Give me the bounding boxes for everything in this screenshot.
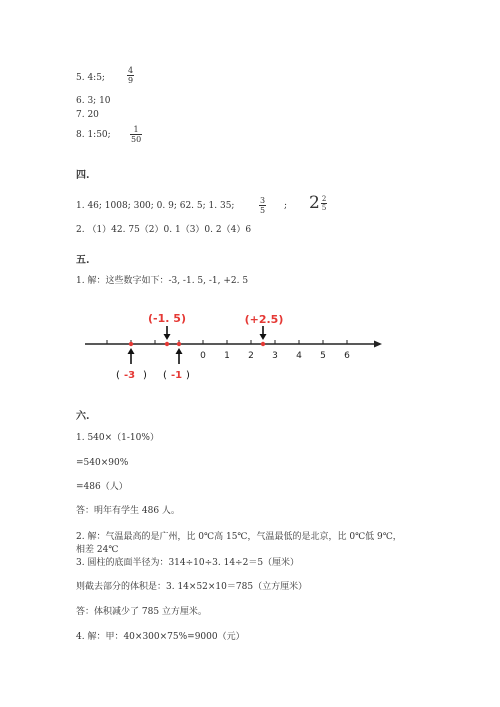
fraction-numerator: 4 xyxy=(128,66,134,75)
section-5-heading: 五. xyxy=(76,255,90,266)
arrowhead-up-neg1 xyxy=(176,348,183,354)
section-6-line-2: =540×90% xyxy=(76,458,129,468)
tick-label: 6 xyxy=(344,351,350,361)
label-neg1-5: (-1. 5) xyxy=(148,312,186,325)
answer-7: 7. 20 xyxy=(76,110,99,120)
label-neg3-close: ) xyxy=(143,370,147,381)
label-neg1-open: ( xyxy=(163,370,167,381)
tick-label: 3 xyxy=(272,351,278,361)
point-neg1-5 xyxy=(165,342,169,346)
answer-5-text: 5. 4:5; xyxy=(76,73,105,83)
point-neg1 xyxy=(177,342,181,346)
label-neg3-open: ( xyxy=(116,370,120,381)
section-4-q1: 1. 46; 1008; 300; 0. 9; 62. 5; 1. 35; xyxy=(76,201,235,211)
section-6-line-5: 2. 解：气温最高的是广州，比 0℃高 15℃，气温最低的是北京，比 0℃低 9℃， xyxy=(76,532,402,542)
fraction-numerator: 1 xyxy=(133,125,139,134)
answer-6: 6. 3; 10 xyxy=(76,96,111,106)
label-neg3-value: -3 xyxy=(124,370,136,381)
mixed-whole: 2 xyxy=(309,193,320,213)
answer-8 xyxy=(76,130,111,141)
section-6-line-4: 答：明年有学生 486 人。 xyxy=(76,506,180,516)
section-4-q2: 2. （1）42. 75（2）0. 1（3）0. 2（4）6 xyxy=(76,225,252,235)
answer-8-fraction xyxy=(130,125,142,144)
label-neg1-value: -1 xyxy=(171,370,183,381)
mixed-fraction xyxy=(321,195,327,212)
fraction-numerator: 3 xyxy=(260,196,266,205)
section-4-heading: 四. xyxy=(76,170,90,181)
arrowhead-up-neg3 xyxy=(128,348,135,354)
label-neg1-close: ) xyxy=(186,370,190,381)
answer-5 xyxy=(76,73,105,84)
answer-5-fraction xyxy=(127,66,134,85)
label-pos2-5: (+2.5) xyxy=(244,313,284,326)
section-4-q1-fraction xyxy=(259,196,266,215)
section-4-q1-separator: ; xyxy=(284,201,288,211)
arrowhead-down-pos2-5 xyxy=(260,334,267,340)
tick-label: 5 xyxy=(320,351,326,361)
fraction-denominator: 5 xyxy=(260,206,266,215)
tick-label: 4 xyxy=(296,351,302,361)
section-5-q1: 1. 解：这些数字如下：-3, -1. 5, -1, +2. 5 xyxy=(76,276,249,286)
fraction-numerator: 2 xyxy=(321,195,327,203)
section-4-q1-mixed-number xyxy=(309,195,327,212)
number-line-arrowhead xyxy=(374,341,382,348)
section-6-line-3: =486（人） xyxy=(76,482,128,492)
tick-label: 0 xyxy=(200,351,206,361)
point-neg3 xyxy=(129,342,133,346)
section-6-line-9: 答：体积减少了 785 立方厘米。 xyxy=(76,607,207,617)
point-pos2-5 xyxy=(261,342,265,346)
arrowhead-down-neg1-5 xyxy=(164,334,171,340)
section-6-line-6: 相差 24℃ xyxy=(76,545,119,555)
fraction-denominator: 9 xyxy=(128,76,134,85)
fraction-denominator: 5 xyxy=(321,204,327,212)
section-6-line-8: 则截去部分的体积是：3. 14×52×10＝785（立方厘米） xyxy=(76,582,308,592)
number-line-figure xyxy=(80,308,390,388)
section-6-line-10: 4. 解：甲：40×300×75%=9000（元） xyxy=(76,632,245,642)
tick-label: 1 xyxy=(224,351,230,361)
tick-label: 2 xyxy=(248,351,254,361)
answer-8-text: 8. 1:50; xyxy=(76,130,111,140)
fraction-denominator: 50 xyxy=(131,135,142,144)
section-6-line-7: 3. 圆柱的底面半径为：314÷10÷3. 14÷2＝5（厘米） xyxy=(76,558,300,568)
section-6-line-1: 1. 540×（1-10%） xyxy=(76,433,159,443)
section-6-heading: 六. xyxy=(76,411,90,422)
